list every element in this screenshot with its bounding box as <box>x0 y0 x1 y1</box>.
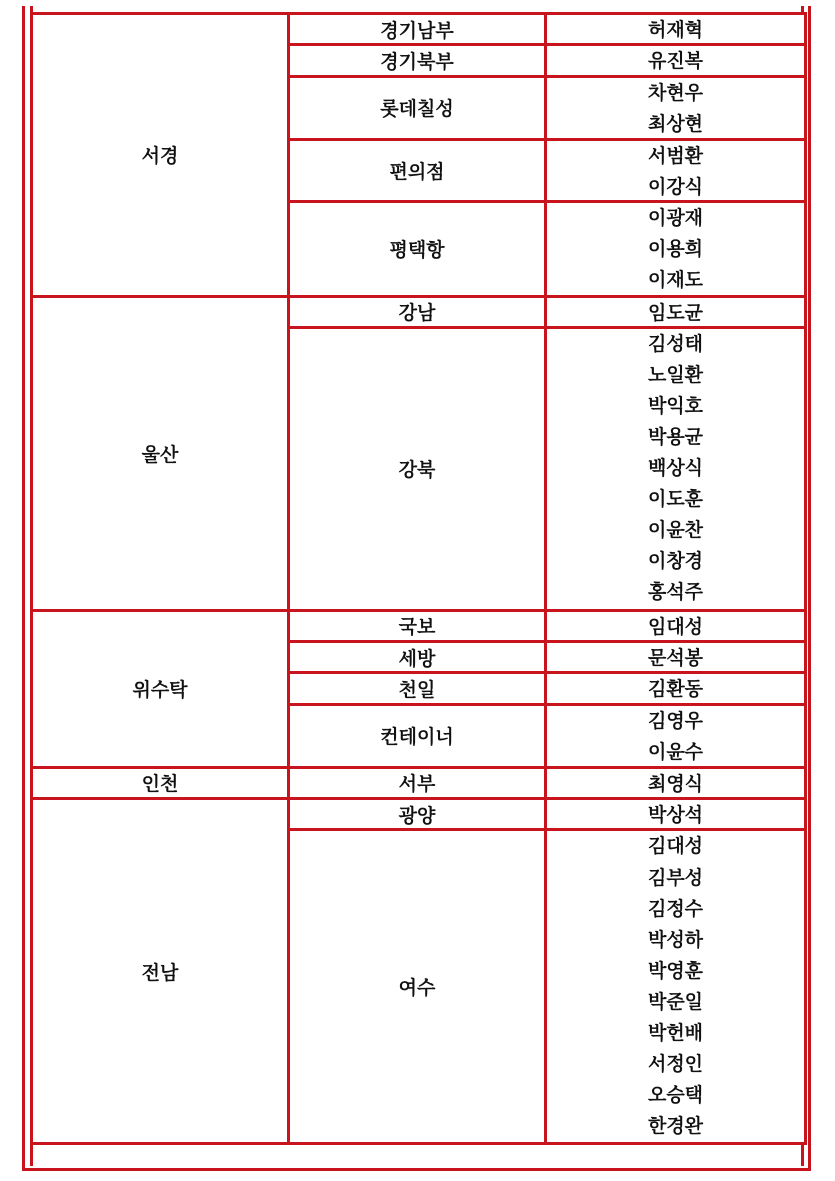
person-name: 백상식 <box>647 457 704 480</box>
people-cell <box>544 766 807 800</box>
person-name: 김영우 <box>647 709 704 732</box>
branch-name: 컨테이너 <box>380 726 454 749</box>
person-name: 이광재 <box>647 207 704 230</box>
people-cell <box>544 703 807 769</box>
region-name: 서경 <box>141 145 179 168</box>
person-name: 오승택 <box>647 1084 704 1107</box>
people-cell <box>544 138 807 204</box>
person-name: 박준일 <box>647 990 704 1013</box>
people-cell <box>544 75 807 141</box>
person-name: 김성태 <box>647 333 704 356</box>
branch-name: 롯데칠성 <box>380 98 454 121</box>
person-name: 한경완 <box>647 1115 704 1138</box>
branch-name: 편의점 <box>389 160 445 183</box>
branch-name: 경기북부 <box>380 51 454 74</box>
person-name: 서정인 <box>647 1053 704 1076</box>
region-cell <box>30 609 290 769</box>
person-name: 문석봉 <box>647 647 704 669</box>
branch-name: 여수 <box>398 977 436 1000</box>
branch-cell <box>287 828 547 1145</box>
people-cell <box>544 43 807 77</box>
region-cell <box>30 295 290 612</box>
branch-cell <box>287 12 547 46</box>
person-name: 김대성 <box>647 835 704 858</box>
person-name: 박헌배 <box>647 1021 704 1044</box>
branch-cell <box>287 766 547 800</box>
branch-name: 강남 <box>398 302 436 325</box>
person-name: 김부성 <box>647 866 704 889</box>
branch-name: 서부 <box>398 773 436 796</box>
branch-name: 천일 <box>398 679 436 702</box>
person-name: 김환동 <box>647 678 704 701</box>
person-name: 이용희 <box>647 238 704 261</box>
person-name: 이재도 <box>647 269 704 292</box>
people-cell <box>544 12 807 46</box>
person-name: 박영훈 <box>647 959 704 982</box>
branch-cell <box>287 43 547 77</box>
branch-name: 경기남부 <box>380 19 454 42</box>
person-name: 허재혁 <box>647 19 704 41</box>
people-cell <box>544 828 807 1145</box>
person-name: 최영식 <box>647 772 704 795</box>
region-name: 인천 <box>141 773 179 796</box>
people-cell <box>544 609 807 643</box>
people-cell <box>544 797 807 831</box>
person-name: 이윤찬 <box>647 519 704 542</box>
branch-name: 광양 <box>398 804 436 827</box>
person-name: 노일환 <box>647 364 704 387</box>
branch-cell <box>287 200 547 297</box>
region-cell <box>30 797 290 1145</box>
person-name: 임대성 <box>647 615 704 638</box>
branch-cell <box>287 295 547 329</box>
person-name: 서범환 <box>647 144 704 167</box>
branch-cell <box>287 671 547 705</box>
person-name: 이윤수 <box>647 740 704 763</box>
region-name: 울산 <box>141 443 179 466</box>
person-name: 최상현 <box>647 112 704 135</box>
people-cell <box>544 326 807 612</box>
region-name: 위수탁 <box>132 679 188 702</box>
person-name: 박용균 <box>647 426 704 449</box>
person-name: 차현우 <box>647 81 704 104</box>
person-name: 유진복 <box>647 50 704 73</box>
people-cell <box>544 640 807 674</box>
region-cell <box>30 766 290 800</box>
branch-cell <box>287 797 547 831</box>
region-cell <box>30 12 290 298</box>
person-name: 임도균 <box>647 301 704 324</box>
person-name: 박상석 <box>647 804 704 826</box>
person-name: 홍석주 <box>647 581 704 604</box>
person-name: 박익호 <box>647 395 704 418</box>
branch-name: 세방 <box>398 647 436 670</box>
person-name: 이도훈 <box>647 488 704 511</box>
branch-cell <box>287 703 547 769</box>
branch-cell <box>287 75 547 141</box>
person-name: 박성하 <box>647 928 704 951</box>
people-cell <box>544 200 807 297</box>
region-name: 전남 <box>141 961 179 984</box>
branch-cell <box>287 640 547 674</box>
person-name: 김정수 <box>647 897 704 920</box>
branch-name: 국보 <box>398 616 436 639</box>
branch-cell <box>287 326 547 612</box>
branch-name: 평택항 <box>389 239 445 262</box>
person-name: 이창경 <box>647 550 704 573</box>
people-cell <box>544 671 807 705</box>
branch-cell <box>287 609 547 643</box>
branch-name: 강북 <box>398 459 436 482</box>
branch-cell <box>287 138 547 204</box>
person-name: 이강식 <box>647 175 704 198</box>
people-cell <box>544 295 807 329</box>
